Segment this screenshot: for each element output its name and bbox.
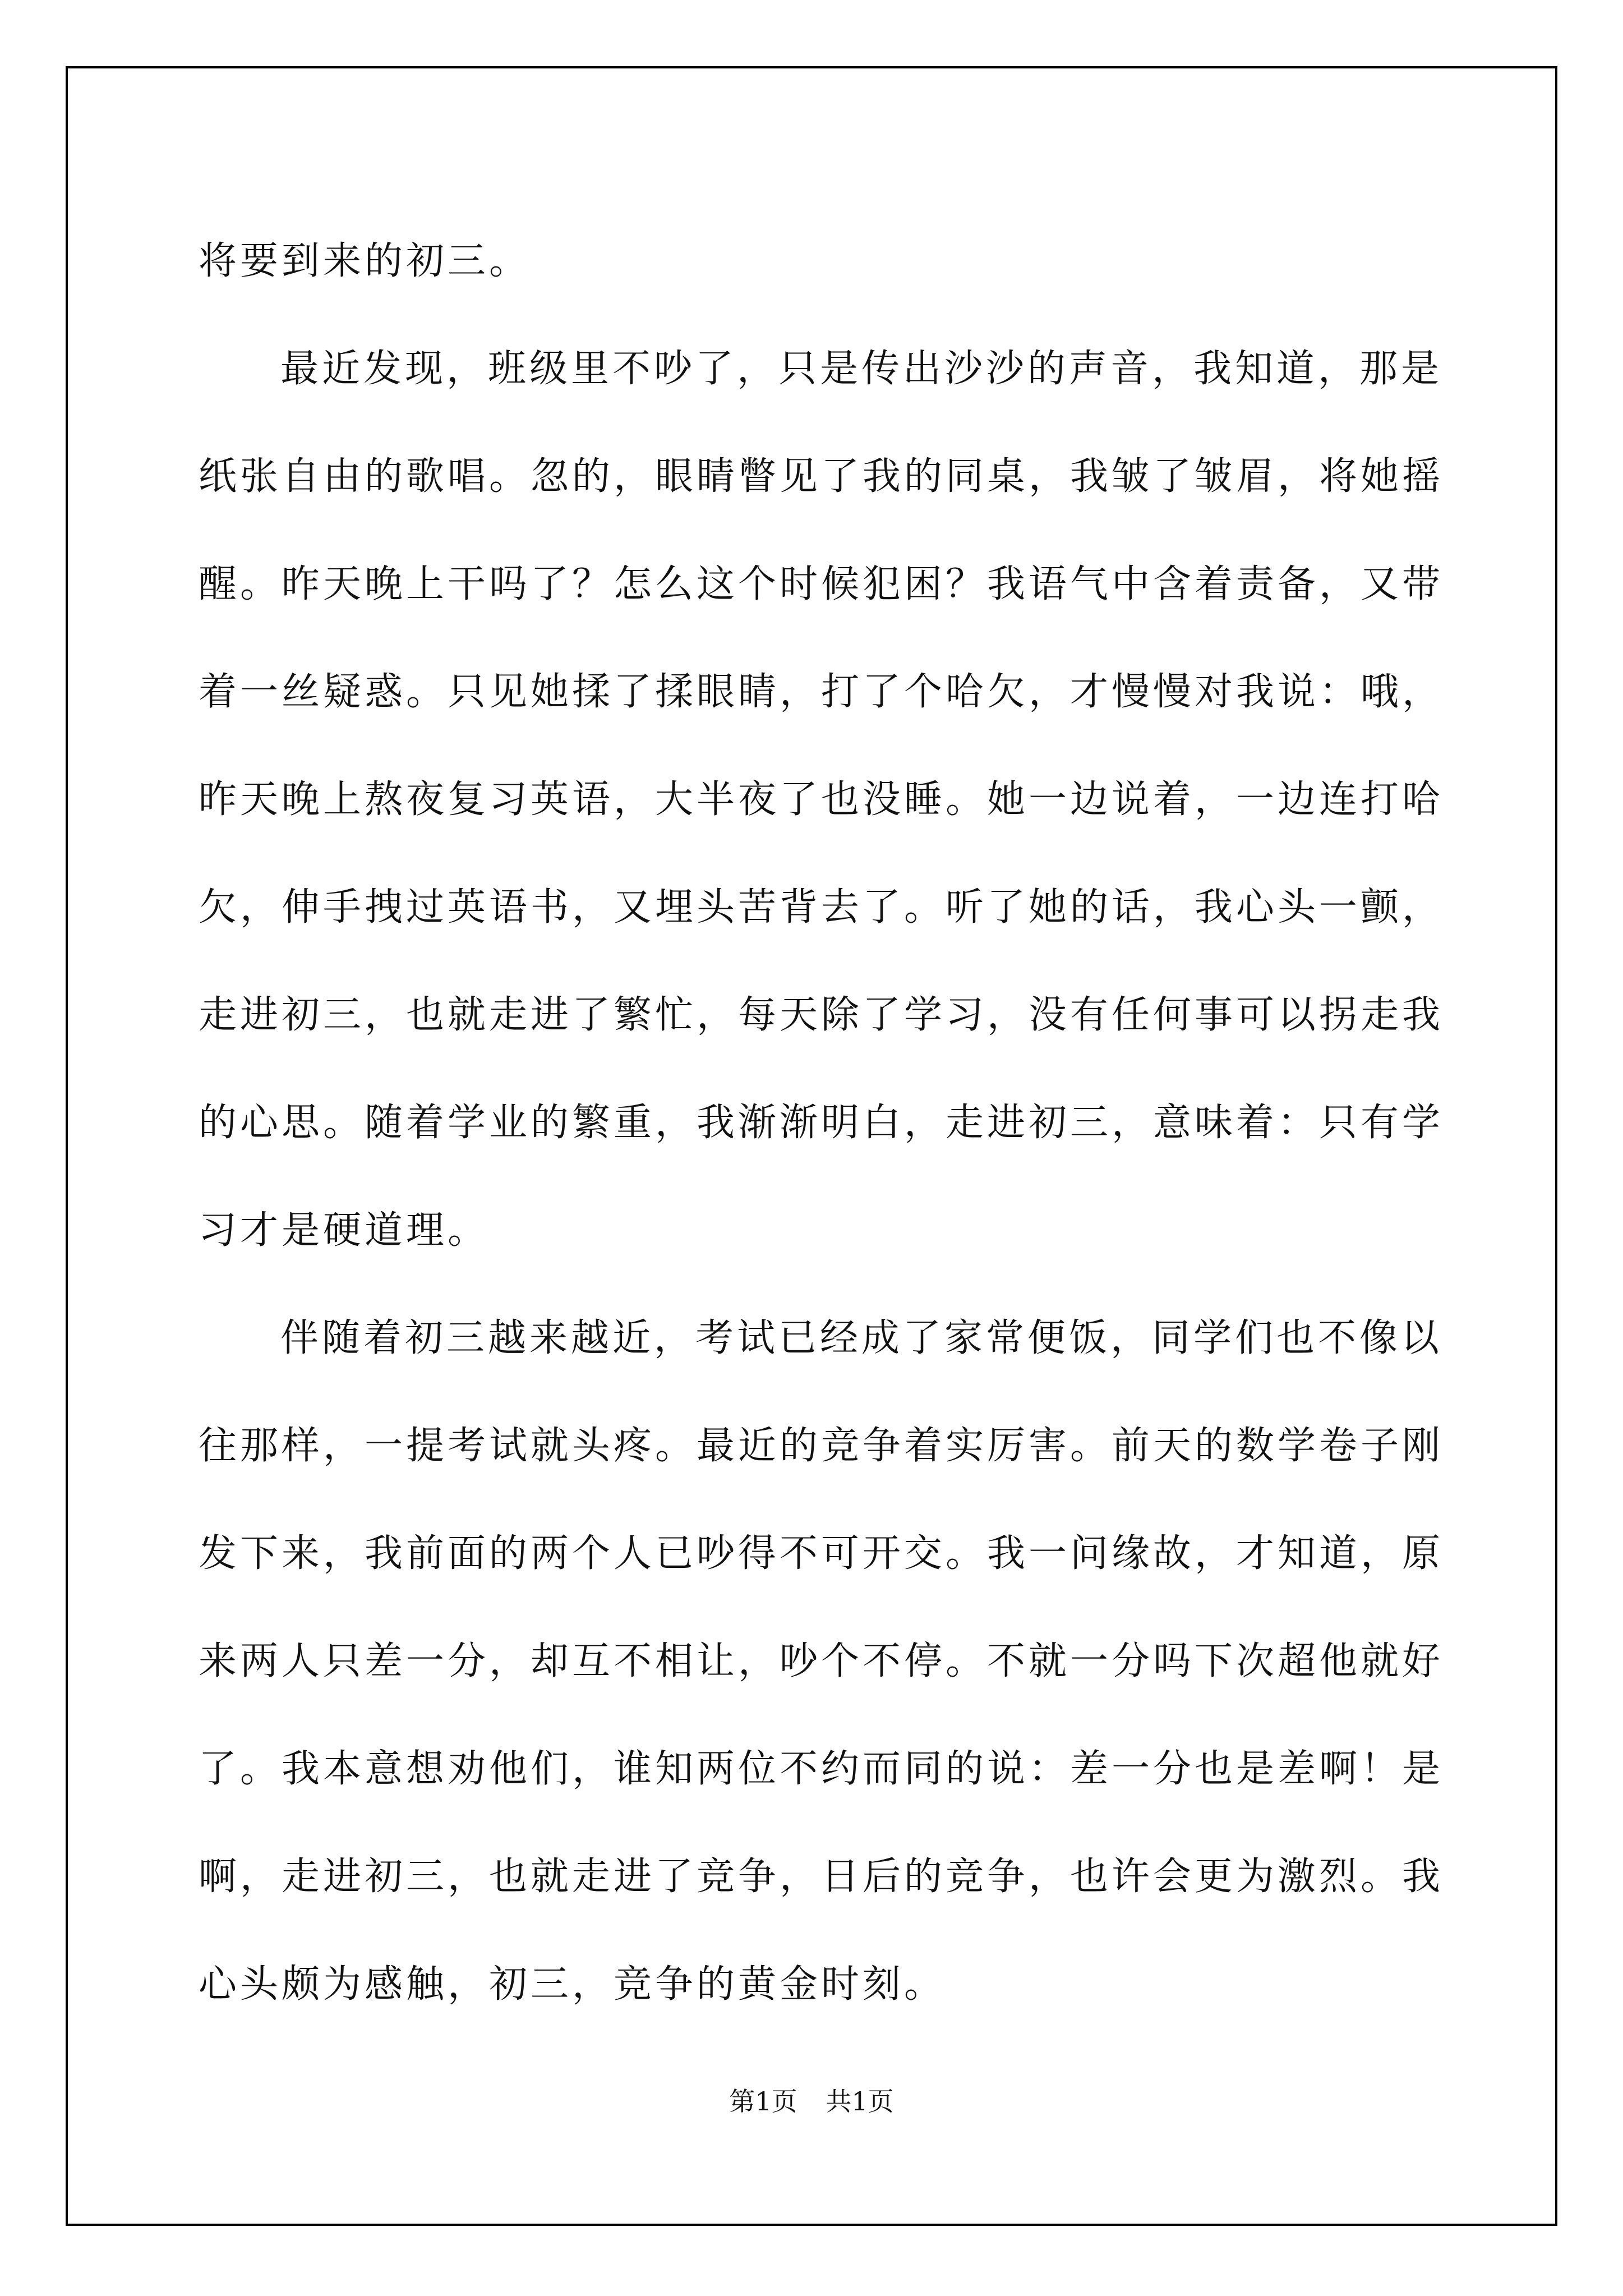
text-line: 啊，走进初三，也就走进了竞争，日后的竞争，也许会更为激烈。我: [199, 1855, 1444, 1899]
paragraph-start-line: 伴随着初三越来越近，考试已经成了家常便饭，同学们也不像以: [280, 1316, 1443, 1360]
text-line: 的心思。随着学业的繁重，我渐渐明白，走进初三，意味着：只有学: [199, 1101, 1444, 1145]
paragraph-start-line: 最近发现，班级里不吵了，只是传出沙沙的声音，我知道，那是: [280, 347, 1443, 391]
text-line: 醒。昨天晚上干吗了？怎么这个时候犯困？我语气中含着责备，又带: [199, 562, 1444, 606]
page-number-total: 共1页: [826, 2086, 894, 2116]
page-number-current: 第1页: [729, 2086, 797, 2116]
text-line: 习才是硬道理。: [199, 1208, 490, 1253]
document-body: [199, 208, 1444, 2039]
text-line: 来两人只差一分，却互不相让，吵个不停。不就一分吗下次超他就好: [199, 1639, 1444, 1683]
text-line: 将要到来的初三。: [199, 239, 531, 283]
text-line: 了。我本意想劝他们，谁知两位不约而同的说：差一分也是差啊！是: [199, 1747, 1444, 1791]
text-line: 昨天晚上熬夜复习英语，大半夜了也没睡。她一边说着，一边连打哈: [199, 777, 1444, 822]
page-footer: [0, 2081, 1623, 2118]
text-line: 发下来，我前面的两个人已吵得不可开交。我一问缘故，才知道，原: [199, 1531, 1444, 1576]
text-line: 纸张自由的歌唱。忽的，眼睛瞥见了我的同桌，我皱了皱眉，将她摇: [199, 454, 1444, 499]
text-line: 往那样，一提考试就头疼。最近的竞争着实厉害。前天的数学卷子刚: [199, 1424, 1444, 1468]
text-line: 欠，伸手拽过英语书，又埋头苦背去了。听了她的话，我心头一颤，: [199, 885, 1444, 930]
text-line: 走进初三，也就走进了繁忙，每天除了学习，没有任何事可以拐走我: [199, 993, 1444, 1037]
text-line: 心头颇为感触，初三，竞争的黄金时刻。: [199, 1962, 946, 2007]
text-line: 着一丝疑惑。只见她揉了揉眼睛，打了个哈欠，才慢慢对我说：哦，: [199, 670, 1444, 714]
